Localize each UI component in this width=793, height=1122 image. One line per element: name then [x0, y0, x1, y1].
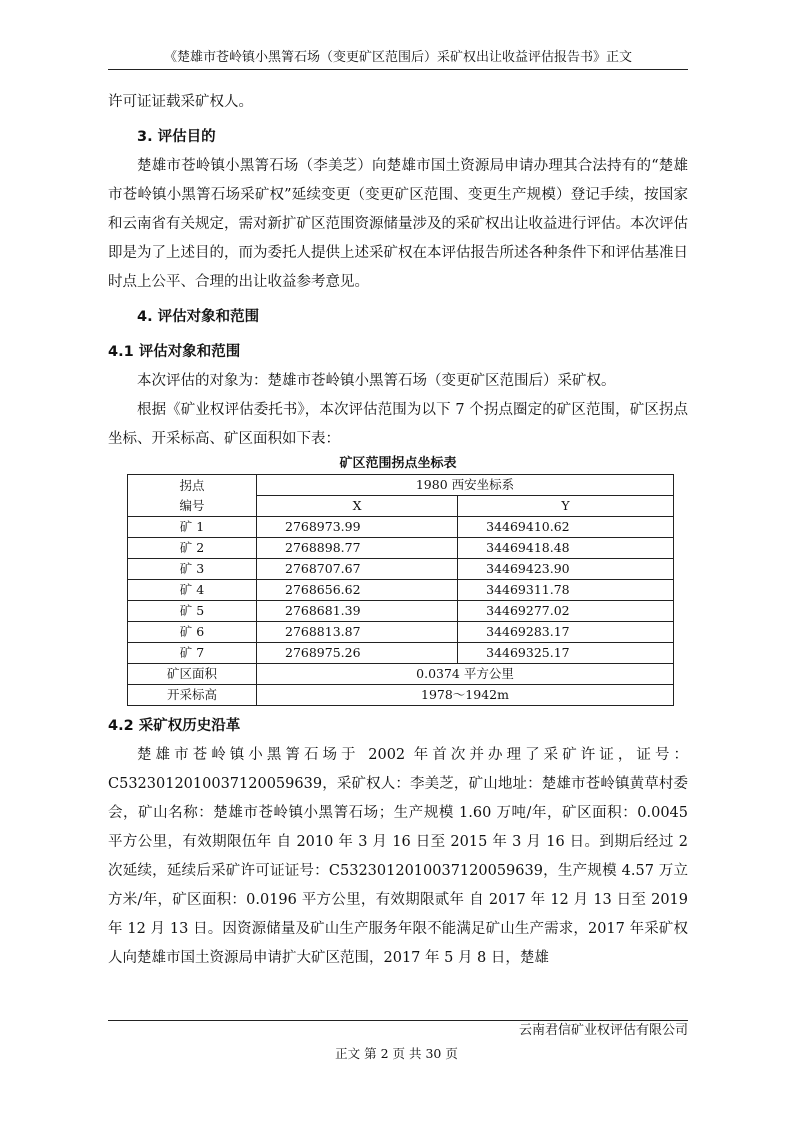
area-row	[128, 664, 674, 685]
section-4-1-paragraph-1: 本次评估的对象为：楚雄市苍岭镇小黑箐石场（变更矿区范围后）采矿权。	[137, 373, 616, 389]
coordinate-system-header: 1980 西安坐标系	[257, 475, 674, 496]
table-row	[128, 559, 674, 580]
coordinates-table	[127, 474, 674, 706]
section-4-1-heading: 4.1 评估对象和范围	[108, 344, 241, 360]
area-label: 矿区面积	[128, 664, 257, 685]
table-row	[128, 622, 674, 643]
y-column-header: Y	[458, 496, 674, 517]
elevation-label: 开采标高	[128, 685, 257, 706]
point-id-header	[128, 475, 257, 517]
point-id: 矿 7	[128, 643, 257, 664]
elevation-value: 1978～1942m	[257, 685, 674, 706]
page-header: 《楚雄市苍岭镇小黑箐石场（变更矿区范围后）采矿权出让收益评估报告书》正文	[163, 50, 632, 65]
document-body	[108, 88, 688, 973]
x-value: 2768813.87	[257, 622, 458, 643]
section-4-1-paragraph-2: 根据《矿业权评估委托书》，本次评估范围为以下 7 个拐点圈定的矿区范围，矿区拐点坐标、开采标高、矿区面积如下表：	[108, 402, 688, 447]
paragraph-continuation: 许可证证载采矿权人。	[108, 94, 253, 110]
point-id: 矿 2	[128, 538, 257, 559]
point-header-line1: 拐点	[179, 477, 205, 493]
table-row	[128, 580, 674, 601]
point-id: 矿 4	[128, 580, 257, 601]
table-row	[128, 517, 674, 538]
section-3-heading: 3. 评估目的	[137, 129, 216, 145]
table-row	[128, 538, 674, 559]
y-value: 34469277.02	[458, 601, 674, 622]
section-3-paragraph: 楚雄市苍岭镇小黑箐石场（李美芝）向楚雄市国土资源局申请办理其合法持有的“楚雄市苍岭镇小黑箐石场采矿权”延续变更（变更矿区范围、变更生产规模）登记手续，按国家和云南省有关规定，需对新扩矿区范围资源储量涉及的采矿权出让收益进行评估。本次评估即是为了上述目的，而为委托人提供上述采矿权在本评估报告所述各种条件下和评估基准日时点上公平、合理的出让收益参考意见。	[108, 158, 688, 290]
point-header-line2: 编号	[179, 497, 205, 513]
header-divider	[108, 69, 688, 70]
x-value: 2768656.62	[257, 580, 458, 601]
x-value: 2768707.67	[257, 559, 458, 580]
section-4-2-heading: 4.2 采矿权历史沿革	[108, 718, 241, 734]
table-header-row	[128, 475, 674, 496]
area-value: 0.0374 平方公里	[257, 664, 674, 685]
company-name: 云南君信矿业权评估有限公司	[518, 1023, 688, 1038]
table-row	[128, 643, 674, 664]
x-column-header: X	[257, 496, 458, 517]
y-value: 34469418.48	[458, 538, 674, 559]
y-value: 34469311.78	[458, 580, 674, 601]
y-value: 34469410.62	[458, 517, 674, 538]
footer-divider	[108, 1020, 688, 1021]
x-value: 2768975.26	[257, 643, 458, 664]
table-row	[128, 601, 674, 622]
point-id: 矿 6	[128, 622, 257, 643]
point-id: 矿 1	[128, 517, 257, 538]
y-value: 34469423.90	[458, 559, 674, 580]
y-value: 34469325.17	[458, 643, 674, 664]
x-value: 2768681.39	[257, 601, 458, 622]
elevation-row	[128, 685, 674, 706]
section-4-2-paragraph: 楚雄市苍岭镇小黑箐石场于 2002 年首次并办理了采矿许证，证号：C5323012010037120059639，采矿权人：李美芝，矿山地址：楚雄市苍岭镇黄草村委会，矿山名称：楚雄市苍岭镇小黑箐石场；生产规模 1.60 万吨/年，矿区面积：0.0045 平方公里，有效期限伍年 自 2010 年 3 月 16 日至 2015 年 3 月 16 日。到期后经过 2 次延续，延续后采矿许可证证号：C5323012010037120059639，生产规模 4.57 万立方米/年，矿区面积：0.0196 平方公里，有效期限贰年 自 2017 年 12 月 13 日至 2019 年 12 月 13 日。因资源储量及矿山生产服务年限不能满足矿山生产需求，2017 年采矿权人向楚雄市国土资源局申请扩大矿区范围，2017 年 5 月 8 日，楚雄	[108, 747, 688, 966]
x-value: 2768898.77	[257, 538, 458, 559]
point-id: 矿 3	[128, 559, 257, 580]
section-4-heading: 4. 评估对象和范围	[137, 309, 260, 325]
x-value: 2768973.99	[257, 517, 458, 538]
table-title: 矿区范围拐点坐标表	[339, 456, 457, 471]
page-number: 正文 第 2 页 共 30 页	[335, 1046, 458, 1061]
point-id: 矿 5	[128, 601, 257, 622]
y-value: 34469283.17	[458, 622, 674, 643]
